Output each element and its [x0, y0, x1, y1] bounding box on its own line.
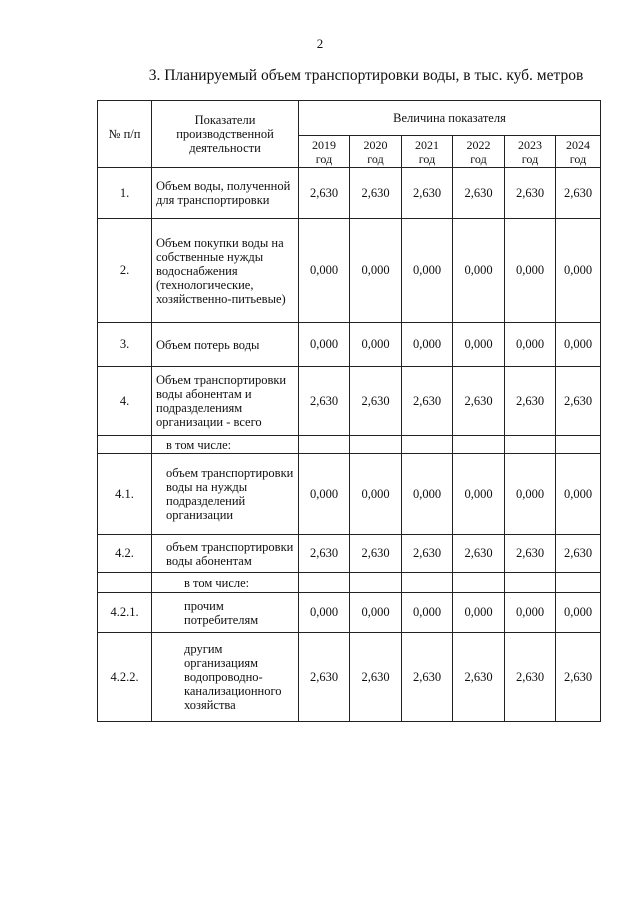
empty-cell: [453, 436, 505, 454]
table-row: [98, 535, 601, 573]
row-value: 2,630: [350, 367, 402, 436]
row-value: 2,630: [299, 367, 350, 436]
row-value: 0,000: [402, 454, 453, 535]
row-number: 1.: [98, 168, 152, 219]
row-value: 2,630: [402, 367, 453, 436]
table-row: [98, 633, 601, 722]
row-name: Объем потерь воды: [152, 323, 299, 367]
header-year-2022: 2022 год: [453, 136, 505, 168]
row-value: 2,630: [402, 535, 453, 573]
row-value: 0,000: [402, 593, 453, 633]
table-row: [98, 323, 601, 367]
row-value: 0,000: [556, 219, 601, 323]
row-value: 2,630: [505, 367, 556, 436]
row-name: Объем воды, полученной для транспортировки: [152, 168, 299, 219]
row-value: 0,000: [556, 323, 601, 367]
row-value: 2,630: [505, 633, 556, 722]
row-value: 2,630: [350, 535, 402, 573]
row-value: 2,630: [453, 168, 505, 219]
row-number: 3.: [98, 323, 152, 367]
sub-label: в том числе:: [152, 573, 299, 593]
row-value: 0,000: [556, 593, 601, 633]
row-value: 2,630: [453, 367, 505, 436]
empty-cell: [505, 573, 556, 593]
table-row: [98, 454, 601, 535]
header-year-2019: 2019 год: [299, 136, 350, 168]
empty-cell: [556, 436, 601, 454]
header-num: № п/п: [98, 101, 152, 168]
empty-cell: [453, 573, 505, 593]
table-row: [98, 573, 601, 593]
empty-cell: [350, 573, 402, 593]
row-value: 0,000: [453, 323, 505, 367]
table-row: [98, 593, 601, 633]
row-value: 2,630: [505, 168, 556, 219]
row-number: 4.2.1.: [98, 593, 152, 633]
row-value: 2,630: [556, 633, 601, 722]
table-row: [98, 367, 601, 436]
table-row: [98, 436, 601, 454]
row-number: 4.2.2.: [98, 633, 152, 722]
row-value: 2,630: [505, 535, 556, 573]
row-value: 2,630: [350, 633, 402, 722]
row-value: 0,000: [350, 323, 402, 367]
row-value: 0,000: [350, 219, 402, 323]
table-row: [98, 168, 601, 219]
header-value: Величина показателя: [299, 101, 601, 136]
empty-cell: [402, 436, 453, 454]
row-number: 4.1.: [98, 454, 152, 535]
row-name: объем транспортировки воды абонентам: [152, 535, 299, 573]
row-value: 0,000: [299, 593, 350, 633]
row-value: 0,000: [505, 323, 556, 367]
section-title: 3. Планируемый объем транспортировки воды, в тыс. куб. метров: [148, 67, 584, 84]
row-value: 0,000: [505, 454, 556, 535]
row-value: 0,000: [556, 454, 601, 535]
row-name: Объем транспортировки воды абонентам и подразделениям организации - всего: [152, 367, 299, 436]
row-value: 2,630: [556, 535, 601, 573]
row-value: 0,000: [453, 219, 505, 323]
row-value: 2,630: [299, 168, 350, 219]
empty-cell: [505, 436, 556, 454]
row-value: 2,630: [556, 168, 601, 219]
row-value: 2,630: [453, 535, 505, 573]
row-name: Объем покупки воды на собственные нужды водоснабжения (технологические, хозяйственно-питьевые): [152, 219, 299, 323]
empty-cell: [402, 573, 453, 593]
row-number: 2.: [98, 219, 152, 323]
row-value: 0,000: [350, 593, 402, 633]
row-value: 0,000: [453, 593, 505, 633]
row-value: 0,000: [350, 454, 402, 535]
row-value: 2,630: [299, 633, 350, 722]
row-name: объем транспортировки воды на нужды подразделений организации: [152, 454, 299, 535]
row-value: 2,630: [556, 367, 601, 436]
header-year-2021: 2021 год: [402, 136, 453, 168]
page-number: 2: [316, 36, 324, 51]
row-value: 0,000: [299, 323, 350, 367]
row-number: 4.2.: [98, 535, 152, 573]
empty-cell: [98, 573, 152, 593]
row-value: 0,000: [402, 323, 453, 367]
empty-cell: [556, 573, 601, 593]
header-year-2020: 2020 год: [350, 136, 402, 168]
empty-cell: [98, 436, 152, 454]
row-value: 2,630: [402, 633, 453, 722]
table-row: [98, 219, 601, 323]
row-value: 0,000: [453, 454, 505, 535]
row-name: другим организациям водопроводно-канализационного хозяйства: [152, 633, 299, 722]
row-number: 4.: [98, 367, 152, 436]
row-value: 0,000: [505, 593, 556, 633]
header-year-2024: 2024 год: [556, 136, 601, 168]
row-value: 2,630: [299, 535, 350, 573]
row-value: 2,630: [350, 168, 402, 219]
row-name: прочим потребителям: [152, 593, 299, 633]
row-value: 0,000: [402, 219, 453, 323]
row-value: 0,000: [299, 454, 350, 535]
row-value: 2,630: [402, 168, 453, 219]
sub-label: в том числе:: [152, 436, 299, 454]
row-value: 0,000: [505, 219, 556, 323]
row-value: 2,630: [453, 633, 505, 722]
empty-cell: [299, 573, 350, 593]
empty-cell: [299, 436, 350, 454]
header-indicator: Показатели производственной деятельности: [152, 101, 299, 168]
header-year-2023: 2023 год: [505, 136, 556, 168]
data-table: [97, 100, 601, 722]
empty-cell: [350, 436, 402, 454]
row-value: 0,000: [299, 219, 350, 323]
